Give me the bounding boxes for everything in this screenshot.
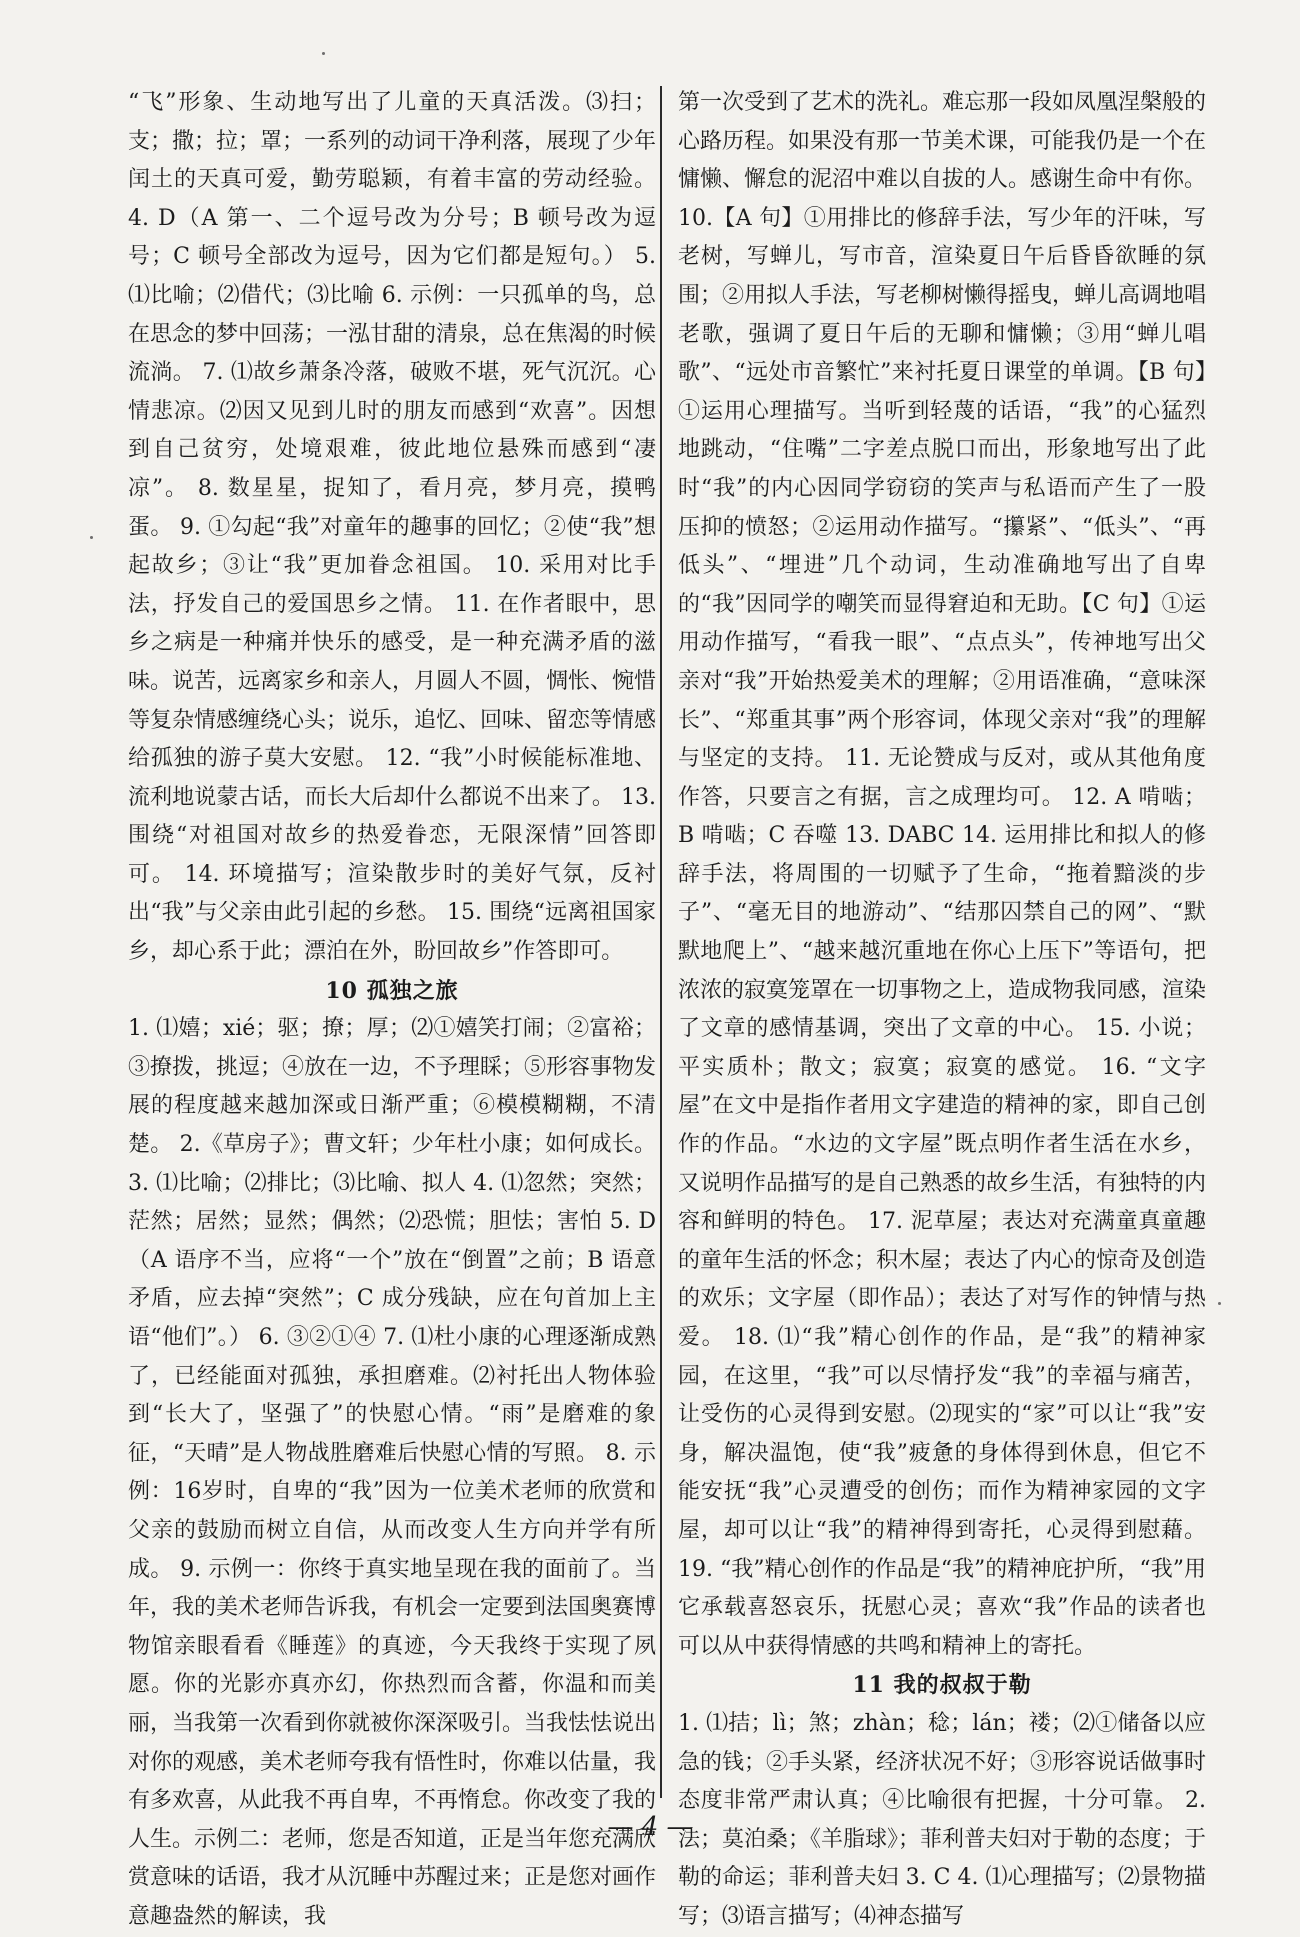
scan-speck: [90, 536, 93, 539]
right-column: [678, 84, 1206, 1937]
left-column: [128, 84, 656, 1937]
scan-speck: [322, 52, 325, 55]
column-divider: [660, 86, 662, 1798]
left-answers-section-10: 1. ⑴嬉；xié；驱；撩；厚；⑵①嬉笑打闹；②富裕；③撩拨，挑逗；④放在一边，不予理睬；⑤形容事物发展的程度越来越加深或日渐严重；⑥模模糊糊，不清楚。 2.《草房子》；曹文轩；少年杜小康；如何成长。 3. ⑴比喻；⑵排比；⑶比喻、拟人 4. ⑴忽然；突然；茫然；居然；显然；偶然；⑵恐慌；胆怯；害怕 5. D（A 语序不当，应将“一个”放在“倒置”之前；B 语意矛盾，应去掉“突然”；C 成分残缺，应在句首加上主语“他们”。） 6. ③②①④ 7. ⑴杜小康的心理逐渐成熟了，已经能面对孤独，承担磨难。⑵衬托出人物体验到“长大了，坚强了”的快慰心情。“雨”是磨难的象征，“天晴”是人物战胜磨难后快慰心情的写照。 8. 示例：16岁时，自卑的“我”因为一位美术老师的欣赏和父亲的鼓励而树立自信，从而改变人生方向并学有所成。 9. 示例一：你终于真实地呈现在我的面前了。当年，我的美术老师告诉我，有机会一定要到法国奥赛博物馆亲眼看看《睡莲》的真迹，今天我终于实现了夙愿。你的光影亦真亦幻，你热烈而含蓄，你温和而美丽，当我第一次看到你就被你深深吸引。当我怯怯说出对你的观感，美术老师夸我有悟性时，你难以估量，我有多欢喜，从此我不再自卑，不再惰怠。你改变了我的人生。示例二：老师，您是否知道，正是当年您充满欣赏意味的话语，我才从沉睡中苏醒过来；正是您对画作意趣盎然的解读，我: [128, 1016, 657, 1929]
left-answers-section-9-continued: “飞”形象、生动地写出了儿童的天真活泼。⑶扫；支；撒；拉；罩；一系列的动词干净利落，展现了少年闰土的天真可爱，勤劳聪颖，有着丰富的劳动经验。 4. D（A 第一、二个逗号改为分号；B 顿号改为逗号；C 顿号全部改为逗号，因为它们都是短句。） 5. ⑴比喻；⑵借代；⑶比喻 6. 示例：一只孤单的鸟，总在思念的梦中回荡；一泓甘甜的清泉，总在焦渴的时候流淌。 7. ⑴故乡萧条冷落，破败不堪，死气沉沉。心情悲凉。⑵因又见到儿时的朋友而感到“欢喜”。因想到自己贫穷，处境艰难，彼此地位悬殊而感到“凄凉”。 8. 数星星，捉知了，看月亮，梦月亮，摸鸭蛋。 9. ①勾起“我”对童年的趣事的回忆；②使“我”想起故乡；③让“我”更加眷念祖国。 10. 采用对比手法，抒发自己的爱国思乡之情。 11. 在作者眼中，思乡之病是一种痛并快乐的感受，是一种充满矛盾的滋味。说苦，远离家乡和亲人，月圆人不圆，惆怅、惋惜等复杂情感缠绕心头；说乐，追忆、回味、留恋等情感给孤独的游子莫大安慰。 12. “我”小时候能标准地、流利地说蒙古话，而长大后却什么都说不出来了。 13. 围绕“对祖国对故乡的热爱眷恋，无限深情”回答即可。 14. 环境描写；渲染散步时的美好气氛，反衬出“我”与父亲由此引起的乡愁。 15. 围绕“远离祖国家乡，却心系于此；漂泊在外，盼回故乡”作答即可。: [128, 90, 657, 965]
section-10-title: 10 孤独之旅: [325, 977, 459, 1004]
right-answers-section-10-continued: 第一次受到了艺术的洗礼。难忘那一段如凤凰涅槃般的心路历程。如果没有那一节美术课，可能我仍是一个在慵懒、懈怠的泥沼中难以自拔的人。感谢生命中有你。 10.【A 句】①用排比的修辞手法，写少年的汗味，写老树，写蝉儿，写市音，渲染夏日午后昏昏欲睡的氛围；②用拟人手法，写老柳树懒得摇曳，蝉儿高调地唱老歌，强调了夏日午后的无聊和慵懒；③用“蝉儿唱歌”、“远处市音繁忙”来衬托夏日课堂的单调。【B 句】①运用心理描写。当听到轻蔑的话语，“我”的心猛烈地跳动，“住嘴”二字差点脱口而出，形象地写出了此时“我”的内心因同学窃窃的笑声与私语而产生了一股压抑的愤怒；②运用动作描写。“攥紧”、“低头”、“再低头”、“埋进”几个动词，生动准确地写出了自卑的“我”因同学的嘲笑而显得窘迫和无助。【C 句】①运用动作描写，“看我一眼”、“点点头”，传神地写出父亲对“我”开始热爱美术的理解；②用语准确，“意味深长”、“郑重其事”两个形容词，体现父亲对“我”的理解与坚定的支持。 11. 无论赞成与反对，或从其他角度作答，只要言之有据，言之成理均可。 12. A 啃啮；B 啃啮；C 吞噬 13. DABC 14. 运用排比和拟人的修辞手法，将周围的一切赋予了生命，“拖着黯淡的步子”、“毫无目的地游动”、“结那囚禁自己的网”、“默默地爬上”、“越来越沉重地在你心上压下”等语句，把浓浓的寂寞笼罩在一切事物之上，造成物我同感，渲染了文章的感情基调，突出了文章的中心。 15. 小说；平实质朴；散文；寂寞；寂寞的感觉。 16. “文字屋”在文中是指作者用文字建造的精神的家，即自己创作的作品。“水边的文字屋”既点明作者生活在水乡，又说明作品描写的是自己熟悉的故乡生活，有独特的内容和鲜明的特色。 17. 泥草屋；表达对充满童真童趣的童年生活的怀念；积木屋；表达了内心的惊奇及创造的欢乐；文字屋（即作品）；表达了对写作的钟情与热爱。 18. ⑴“我”精心创作的作品，是“我”的精神家园，在这里，“我”可以尽情抒发“我”的幸福与痛苦，让受伤的心灵得到安慰。⑵现实的“家”可以让“我”安身，解决温饱，使“我”疲惫的身体得到休息，但它不能安抚“我”心灵遭受的创伤；而作为精神家园的文字屋，却可以让“我”的精神得到寄托，心灵得到慰藉。 19. “我”精心创作的作品是“我”的精神庇护所，“我”用它承载喜怒哀乐，抚慰心灵；喜欢“我”作品的读者也可以从中获得情感的共鸣和精神上的寄托。: [678, 90, 1207, 1659]
scan-speck: [1218, 1302, 1221, 1305]
right-answers-section-11: 1. ⑴拮；lì；煞；zhàn；稔；lán；褛；⑵①储备以应急的钱；②手头紧，经济状况不好；③形容说话做事时态度非常严肃认真；④比喻很有把握，十分可靠。 2. 法；莫泊桑；《羊脂球》；菲利普夫妇对于勒的态度；于勒的命运；菲利普夫妇 3. C 4. ⑴心理描写；⑵景物描写；⑶语言描写；⑷神态描写: [678, 1710, 1207, 1929]
section-11-title: 11 我的叔叔于勒: [852, 1672, 1032, 1699]
page-number: — 4 —: [607, 1812, 693, 1842]
